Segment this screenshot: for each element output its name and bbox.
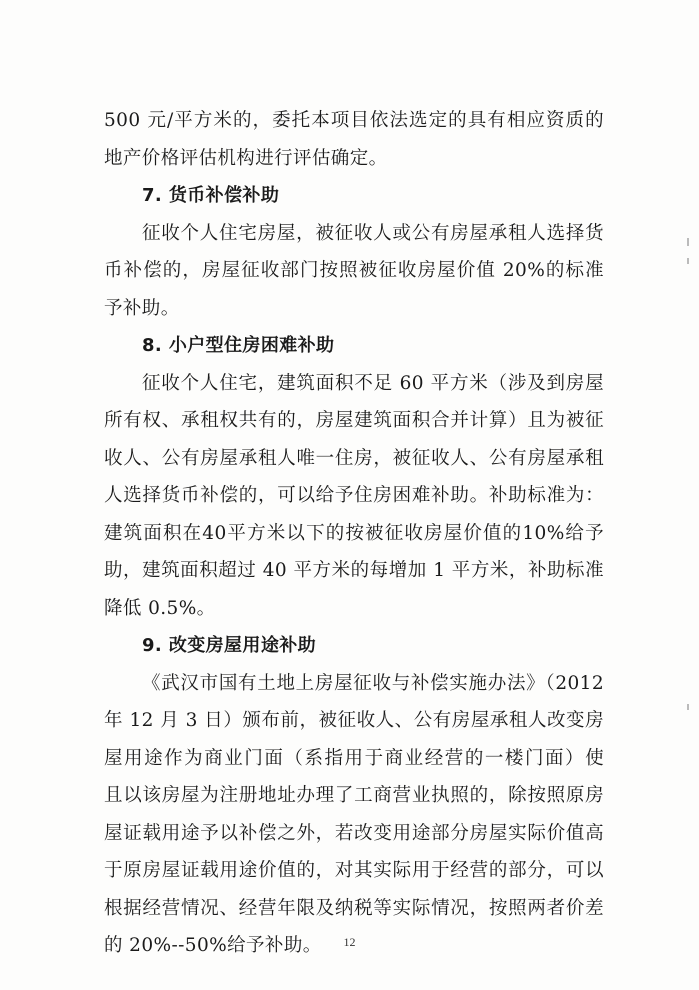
body-text-line: 征收个人住宅房屋，被征收人或公有房屋承租人选择货 [142,222,604,244]
scan-margin-mark [687,238,689,246]
body-text-line: 币补偿的，房屋征收部门按照被征收房屋价值 20%的标准 [104,260,604,281]
body-text-line: 征收个人住宅，建筑面积不足 60 平方米（涉及到房屋 [142,372,604,394]
page-number: 12 [343,935,356,949]
section-heading: 8. 小户型住房困难补助 [142,335,335,356]
section-heading: 7. 货币补偿补助 [142,185,280,206]
body-text-line: 《武汉市国有土地上房屋征收与补偿实施办法》（2012 [142,672,604,694]
body-text-line: 收人、公有房屋承租人唯一住房，被征收人、公有房屋承租 [104,447,604,469]
body-text-line: 年 12 月 3 日）颁布前，被征收人、公有房屋承租人改变房 [104,710,604,731]
body-text-line: 于原房屋证载用途价值的，对其实际用于经营的部分，可以 [104,860,604,881]
scan-margin-mark [687,704,689,710]
body-text-line: 人选择货币补偿的，可以给予住房困难补助。补助标准为： [104,485,604,506]
body-text-line: 的 20%--50%给予补助。 [104,935,322,956]
body-text-line: 且以该房屋为注册地址办理了工商营业执照的，除按照原房 [104,785,604,806]
body-text-line: 500 元/平方米的，委托本项目依法选定的具有相应资质的 [104,110,604,131]
body-text-line: 降低 0.5%。 [104,597,216,619]
body-text-line: 所有权、承租权共有的，房屋建筑面积合并计算）且为被征 [104,410,604,431]
body-text-line: 助，建筑面积超过 40 平方米的每增加 1 平方米，补助标准 [104,560,604,581]
body-text-line: 根据经营情况、经营年限及纳税等实际情况，按照两者价差 [104,897,604,919]
body-text-line: 予补助。 [104,297,180,319]
body-text-line: 屋用途作为商业门面（系指用于商业经营的一楼门面）使 [104,747,604,769]
section-heading: 9. 改变房屋用途补助 [142,635,317,656]
body-text-line: 建筑面积在40平方米以下的按被征收房屋价值的10%给予 [104,522,604,544]
body-text-line: 屋证载用途予以补偿之外，若改变用途部分房屋实际价值高 [104,822,604,844]
body-text-line: 地产价格评估机构进行评估确定。 [104,147,388,169]
scan-margin-mark [687,258,689,264]
document-body [104,102,604,965]
